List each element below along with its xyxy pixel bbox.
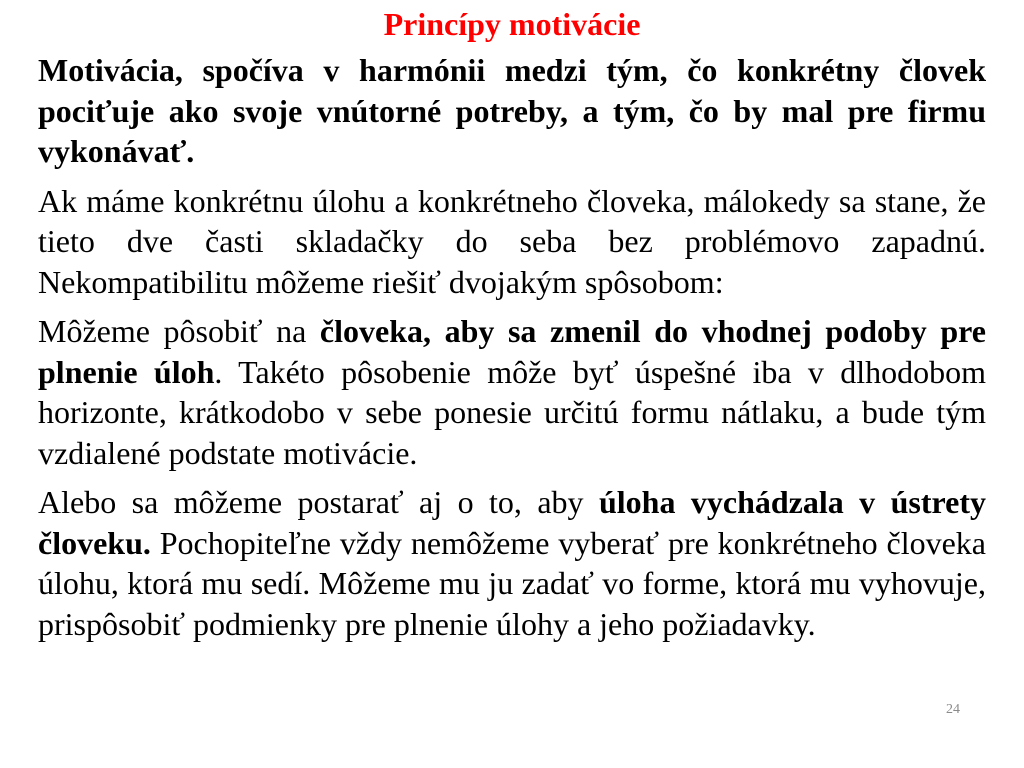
- paragraph-definition: Motivácia, spočíva v harmónii medzi tým, čo konkrétny človek pociťuje ako svoje vnútorné potreby, a tým, čo by mal pre firmu vykonávať.: [38, 52, 986, 169]
- paragraph-option-change-person: [38, 311, 986, 473]
- paragraph-emphasis: úloha vychádzala v ústrety človeku.: [38, 484, 987, 561]
- paragraph-emphasis: človeka, aby sa zmenil do vhodnej podoby pre plnenie úloh: [38, 313, 986, 390]
- page-number: 24: [946, 702, 960, 717]
- paragraph-text-after: . Takéto pôsobenie môže byť úspešné iba v dlhodobom horizonte, krátkodobo v sebe ponesie určitú formu nátlaku, a bude tým vzdialené podstate motivácie.: [38, 353, 987, 471]
- slide-title: Princípy motivácie: [383, 6, 641, 42]
- paragraph-text-before: Môžeme pôsobiť na: [38, 313, 320, 349]
- paragraph-option-adapt-task: [38, 482, 986, 644]
- paragraph-text-before: Alebo sa môžeme postarať aj o to, aby: [38, 484, 599, 520]
- paragraph-text-after: Pochopiteľne vždy nemôžeme vyberať pre konkrétneho človeka úlohu, ktorá mu sedí. Môžeme mu ju zadať vo forme, ktorá mu vyhovuje, prispôsobiť podmienky pre plnenie úlohy a jeho požiadavky.: [38, 524, 986, 642]
- paragraph-problem: Ak máme konkrétnu úlohu a konkrétneho človeka, málokedy sa stane, že tieto dve časti skladačky do seba bez problémovo zapadnú. Nekompatibilitu môžeme riešiť dvojakým spôsobom:: [38, 182, 986, 300]
- slide-body: [38, 50, 986, 653]
